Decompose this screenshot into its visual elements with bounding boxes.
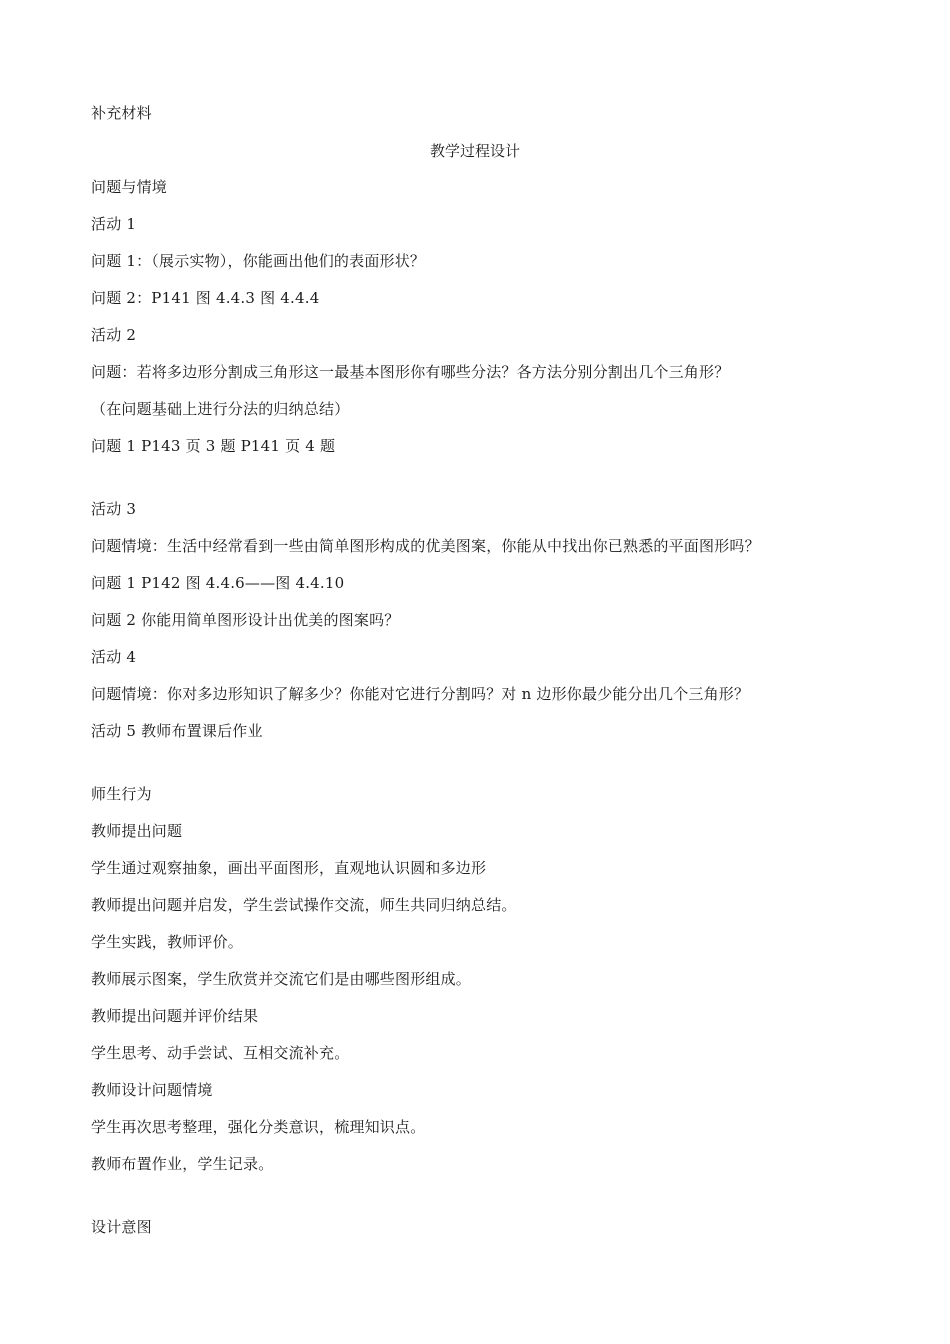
activity-3-context: 问题情境：生活中经常看到一些由简单图形构成的优美图案，你能从中找出你已熟悉的平面图形吗？ [91, 537, 760, 555]
section-heading-problem: 问题与情境 [91, 178, 168, 196]
activity-2-question-1: 问题 1 P143 页 3 题 P141 页 4 题 [91, 437, 336, 455]
activity-3-label: 活动 3 [91, 500, 137, 518]
activity-1-question-1: 问题 1：（展示实物），你能画出他们的表面形状？ [91, 252, 426, 270]
behavior-item: 学生再次思考整理，强化分类意识，梳理知识点。 [91, 1118, 426, 1136]
behavior-item: 教师提出问题并评价结果 [91, 1007, 259, 1025]
header-label: 补充材料 [91, 104, 152, 122]
section-heading-intent: 设计意图 [91, 1218, 152, 1236]
activity-4-context: 问题情境：你对多边形知识了解多少？你能对它进行分割吗？对 n 边形你最少能分出几个三角形？ [91, 685, 750, 703]
activity-2-label: 活动 2 [91, 326, 137, 344]
behavior-item: 教师提出问题 [91, 822, 183, 840]
activity-2-question: 问题：若将多边形分割成三角形这一最基本图形你有哪些分法？各方法分别分割出几个三角形？ [91, 363, 730, 381]
behavior-item: 教师提出问题并启发，学生尝试操作交流，师生共同归纳总结。 [91, 896, 517, 914]
activity-4-label: 活动 4 [91, 648, 137, 666]
page-title: 教学过程设计 [429, 142, 520, 160]
behavior-item: 学生思考、动手尝试、互相交流补充。 [91, 1044, 350, 1062]
activity-2-note: （在问题基础上进行分法的归纳总结） [91, 400, 350, 418]
behavior-item: 教师布置作业，学生记录。 [91, 1155, 274, 1173]
behavior-item: 学生实践，教师评价。 [91, 933, 244, 951]
section-heading-behavior: 师生行为 [91, 785, 152, 803]
behavior-item: 教师设计问题情境 [91, 1081, 213, 1099]
activity-3-question-2: 问题 2 你能用简单图形设计出优美的图案吗？ [91, 611, 400, 629]
behavior-item: 教师展示图案，学生欣赏并交流它们是由哪些图形组成。 [91, 970, 472, 988]
activity-1-question-2: 问题 2：P141 图 4.4.3 图 4.4.4 [91, 289, 320, 307]
activity-5-label: 活动 5 教师布置课后作业 [91, 722, 263, 740]
activity-3-question-1: 问题 1 P142 图 4.4.6——图 4.4.10 [91, 574, 345, 592]
behavior-item: 学生通过观察抽象，画出平面图形，直观地认识圆和多边形 [91, 859, 487, 877]
activity-1-label: 活动 1 [91, 215, 137, 233]
